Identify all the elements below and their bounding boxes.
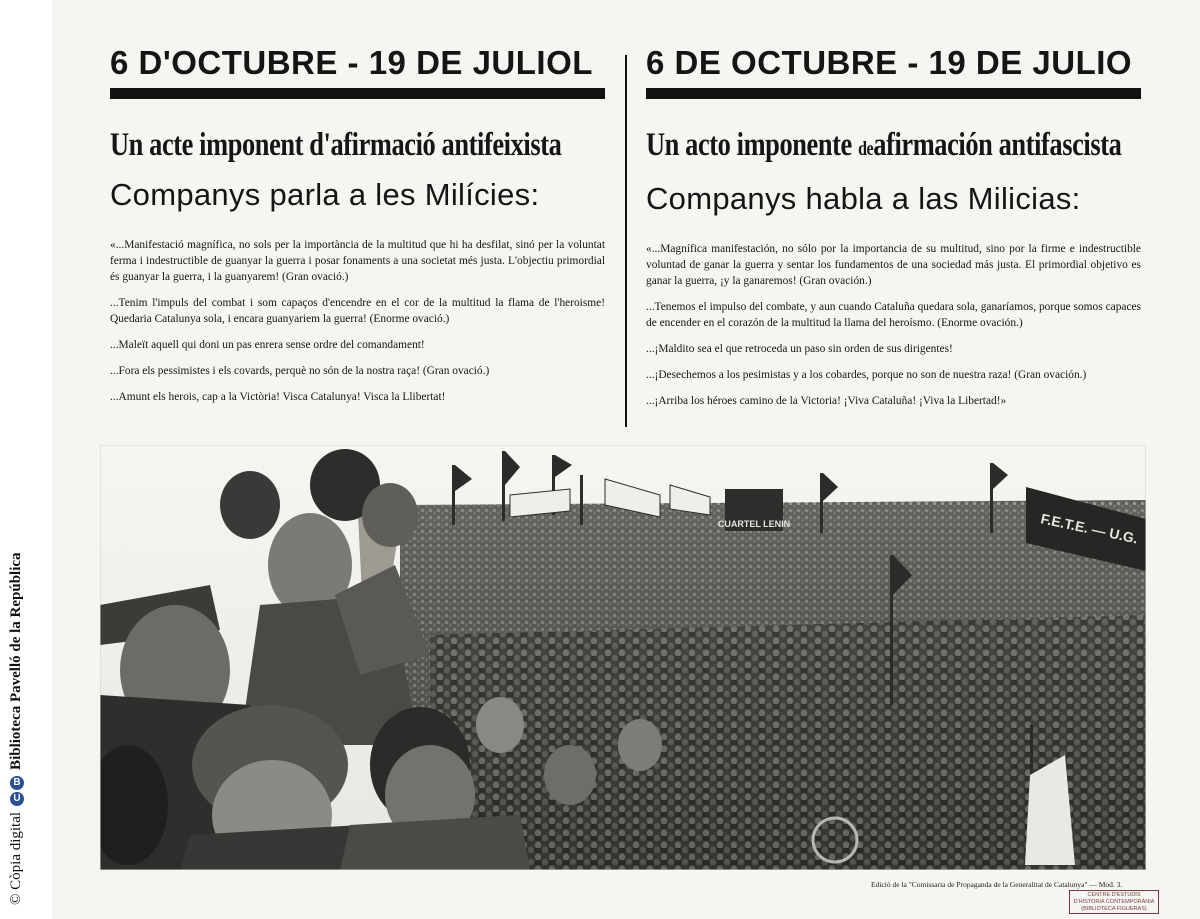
logo-letter-u: U	[10, 792, 24, 806]
spanish-quotes	[646, 241, 1141, 409]
rally-photo-illustration	[100, 445, 1146, 870]
stamp-line-1: CENTRE D'ESTUDIS	[1087, 892, 1141, 898]
catalan-quote-5: ...Amunt els herois, cap a la Victòria! Visca Catalunya! Visca la Llibertat!	[110, 391, 446, 403]
spanish-quote-5: ...¡Arriba los héroes camino de la Victoria! ¡Viva Cataluña! ¡Viva la Libertad!»	[646, 395, 1007, 407]
catalan-speaker-heading: Companys parla a les Milícies:	[110, 177, 540, 212]
banner-left-text: CUARTEL LENIN	[717, 519, 791, 529]
rally-photograph	[100, 445, 1146, 870]
column-divider	[625, 55, 627, 427]
publisher-credit: Edició de la "Comissaria de Propaganda de la Generalitat de Catalunya" — Mod. 3.	[871, 880, 1123, 889]
stamp-line-2: D'HISTÒRIA CONTEMPORÀNIA	[1073, 899, 1155, 905]
spanish-quote-1: «...Magnífica manifestación, no sólo por la importancia de su multitud, sino por la firme e indestructible voluntad de ganar la guerra y sentar los fundamentos de una sociedad más justa. El primordial objetivo es ganar la guerra, ¡y la ganaremos! (Gran ovación.)	[646, 243, 1141, 287]
catalan-quote-4: ...Fora els pessimistes i els covards, perquè no són de la nostra raça! (Gran ovació.)	[110, 365, 490, 377]
catalan-heading-rule	[110, 88, 605, 99]
catalan-quotes	[110, 237, 605, 405]
banner-right-text: F.E.T.E. — U.G.	[1039, 510, 1140, 547]
spanish-subtitle-a: Un acto imponente	[646, 127, 852, 163]
ub-logo-icon	[10, 776, 24, 806]
catalan-quote-2: ...Tenim l'impuls del combat i som capaços d'encendre en el cor de la multitud la flama de l'heroisme! Quedaria Catalunya sola, i encara guanyariem la guerra! (Enorme ovació.)	[110, 297, 605, 325]
spanish-quote-3: ...¡Maldito sea el que retroceda un paso sin orden de sus dirigentes!	[646, 343, 953, 355]
spanish-subtitle-c: afirmación antifascista	[873, 127, 1122, 163]
stamp-line-3: (BIBLIOTECA FIGUERAS)	[1081, 906, 1147, 912]
spanish-speaker-heading: Companys habla a las Milicias:	[646, 181, 1081, 216]
spanish-subtitle	[646, 123, 1122, 171]
library-name: Biblioteca Pavelló de la República	[8, 552, 24, 770]
archive-side-strip	[0, 0, 52, 919]
logo-letter-b: B	[10, 776, 24, 790]
spanish-column	[646, 40, 1141, 419]
catalan-quote-1: «...Manifestació magnífica, no sols per la importància de la multitud que hi ha desfilat, sinó per la voluntat ferma i indestructible de guanyar la guerra i posar fonaments a una societat més justa. L'objectiu primordial és guanyar la guerra, i la guanyarem! (Gran ovació.)	[110, 239, 605, 283]
spanish-subtitle-de: de	[858, 138, 874, 160]
poster	[52, 0, 1200, 919]
spanish-quote-4: ...¡Desechemos a los pesimistas y a los cobardes, porque no son de nuestra raza! (Gran ovación.)	[646, 369, 1087, 381]
catalan-subtitle: Un acte imponent d'afirmació antifeixista	[110, 127, 562, 163]
archive-watermark	[8, 552, 25, 905]
spanish-date-heading: 6 DE OCTUBRE - 19 DE JULIO	[646, 44, 1133, 81]
archive-stamp	[1069, 890, 1159, 914]
catalan-date-heading: 6 D'OCTUBRE - 19 DE JULIOL	[110, 44, 593, 81]
catalan-column	[110, 40, 605, 415]
spanish-quote-2: ...Tenemos el impulso del combate, y aun cuando Cataluña quedara sola, ganaríamos, porque somos capaces de encender en el corazón de la multitud la llama del heroísmo. (Enorme ovación.)	[646, 301, 1141, 329]
spanish-heading-rule	[646, 88, 1141, 99]
copyright-text: © Còpia digital	[8, 811, 24, 905]
catalan-quote-3: ...Maleït aquell qui doni un pas enrera sense ordre del comandament!	[110, 339, 425, 351]
